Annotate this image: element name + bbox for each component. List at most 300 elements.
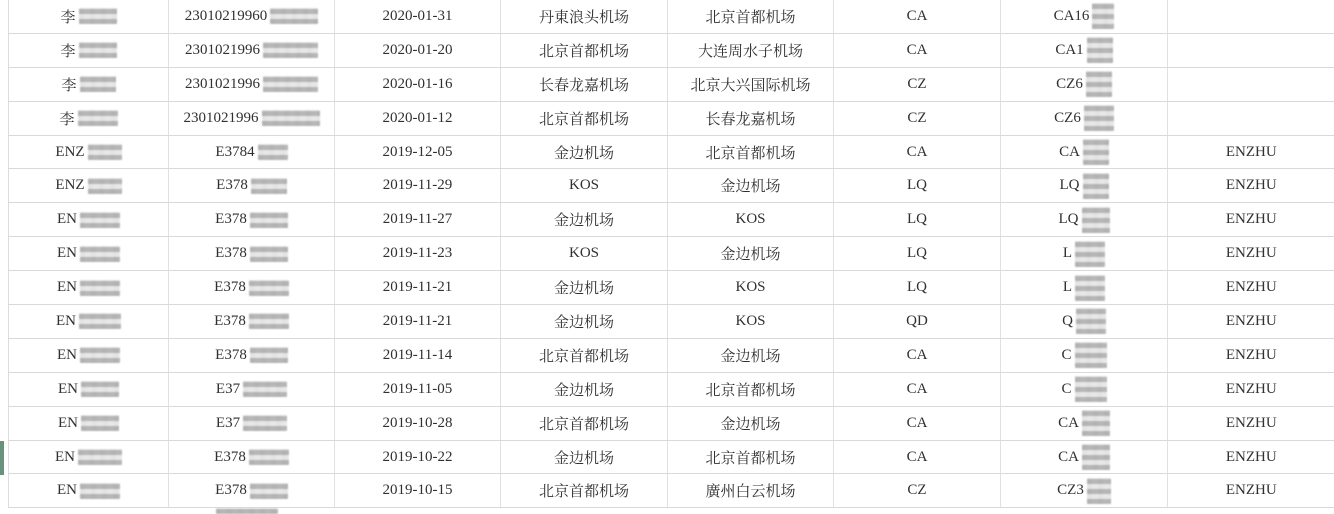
active-row-marker [0,441,4,475]
cell-flight-date-text: 2019-11-21 [382,312,453,329]
cell-passenger-name-text: EN [57,279,77,296]
cell-flight-date[interactable] [335,203,501,237]
cell-departure-airport-text: 北京首都机场 [538,43,629,60]
cell-airline-code-text: LQ [907,211,927,228]
cell-passenger-name[interactable] [9,135,169,169]
cell-flight-date[interactable] [335,237,501,271]
redacted-blur [81,381,119,397]
cell-flight-number[interactable] [1001,305,1168,339]
cell-passenger-pinyin-text: ENZHU [1225,312,1277,329]
cell-flight-number[interactable] [1001,101,1168,135]
cell-airline-code[interactable] [834,372,1001,406]
table-row [9,372,1334,406]
cell-id-number-text: E3784 [215,143,255,160]
cell-passenger-name[interactable] [9,338,169,372]
table-row [9,305,1334,339]
cell-passenger-name-text: EN [56,312,76,329]
cell-airline-code-text: CA [906,346,928,363]
cell-passenger-name[interactable] [9,203,169,237]
table-row [9,67,1334,101]
redacted-blur [216,508,278,514]
cell-arrival-airport[interactable] [668,67,834,101]
table-row [9,474,1334,508]
cell-flight-date[interactable] [335,305,501,339]
cell-flight-date[interactable] [335,0,501,33]
flight-table-body [9,0,1334,508]
cell-flight-date[interactable] [335,135,501,169]
cell-passenger-pinyin-text: ENZHU [1225,143,1277,160]
cell-flight-number-text: L [1062,245,1073,262]
cell-airline-code[interactable] [834,101,1001,135]
cell-passenger-pinyin[interactable] [1168,406,1334,440]
cell-passenger-pinyin[interactable] [1168,305,1334,339]
cell-flight-number-text: CZ3 [1057,482,1084,499]
redacted-blur [1076,308,1106,334]
redacted-blur [263,76,318,92]
cell-id-number-text: E37 [215,414,241,431]
cell-passenger-name[interactable] [9,305,169,339]
cell-airline-code[interactable] [834,440,1001,474]
cell-arrival-airport[interactable] [668,338,834,372]
cell-id-number[interactable] [169,440,335,474]
cell-flight-number[interactable] [1001,406,1168,440]
cell-departure-airport[interactable] [501,203,668,237]
cell-departure-airport-text: KOS [568,177,599,194]
cell-arrival-airport[interactable] [668,440,834,474]
cell-flight-date-text: 2020-01-31 [382,7,453,24]
cell-flight-number-text: C [1061,380,1072,397]
cell-passenger-name[interactable] [9,440,169,474]
cell-passenger-name[interactable] [9,101,169,135]
cell-arrival-airport-text: 金边机场 [720,247,781,264]
cell-id-number[interactable] [169,135,335,169]
cell-id-number[interactable] [169,338,335,372]
redacted-blur [263,42,318,58]
cell-passenger-name-text: EN [55,448,75,465]
cell-flight-number-text: C [1061,346,1072,363]
cell-arrival-airport-text: 金边机场 [720,416,781,433]
cell-id-number[interactable] [169,237,335,271]
cell-id-number-text: E378 [214,279,246,296]
redacted-blur [88,178,122,194]
cell-passenger-pinyin-text: ENZHU [1225,346,1277,363]
cell-airline-code-text: CA [906,7,928,24]
cell-passenger-name-text: 李 [59,111,75,128]
cell-passenger-name-text: EN [57,211,77,228]
redacted-blur [1075,342,1107,368]
cell-departure-airport-text: 金边机场 [553,145,614,162]
cell-id-number[interactable] [169,33,335,67]
cell-arrival-airport[interactable] [668,237,834,271]
cell-passenger-pinyin-text: ENZHU [1225,211,1277,228]
table-row [9,169,1334,203]
cell-airline-code-text: CA [906,41,928,58]
redacted-blur [258,144,288,160]
cell-arrival-airport-text: 北京大兴国际机场 [690,77,811,94]
cell-passenger-pinyin-text: ENZHU [1225,279,1277,296]
cell-arrival-airport[interactable] [668,372,834,406]
cell-departure-airport-text: 金边机场 [553,314,614,331]
table-row [9,440,1334,474]
cell-arrival-airport[interactable] [668,305,834,339]
cell-passenger-name-text: 李 [61,77,77,94]
redacted-blur [1087,478,1111,504]
cell-flight-number-text: CA [1058,414,1079,431]
cell-passenger-name-text: EN [57,245,77,262]
cell-id-number[interactable] [169,406,335,440]
cell-passenger-name-text: 李 [60,43,76,60]
cell-departure-airport-text: 北京首都机场 [538,111,629,128]
cell-id-number[interactable] [169,271,335,305]
cell-flight-number-text: CZ6 [1054,109,1081,126]
cell-flight-number-text: CZ6 [1056,75,1083,92]
redacted-blur [243,415,287,431]
cell-passenger-pinyin[interactable] [1168,440,1334,474]
cell-id-number-text: E378 [215,346,247,363]
cell-passenger-pinyin[interactable] [1168,0,1334,33]
cell-departure-airport[interactable] [501,406,668,440]
redacted-blur [1082,410,1110,436]
cell-passenger-name[interactable] [9,271,169,305]
table-row [9,406,1334,440]
cell-passenger-name-text: EN [58,414,78,431]
cell-id-number-text: E378 [214,312,246,329]
cell-airline-code[interactable] [834,474,1001,508]
cell-passenger-pinyin[interactable] [1168,169,1334,203]
cell-id-number-text: E378 [215,482,247,499]
cell-departure-airport-text: 北京首都机场 [538,348,629,365]
cell-arrival-airport[interactable] [668,33,834,67]
cell-departure-airport[interactable] [501,169,668,203]
cell-passenger-pinyin[interactable] [1168,67,1334,101]
cell-passenger-pinyin[interactable] [1168,372,1334,406]
cell-passenger-name-text: 李 [60,9,76,26]
cell-arrival-airport[interactable] [668,135,834,169]
cell-departure-airport[interactable] [501,440,668,474]
cell-id-number-text: E378 [215,211,247,228]
cell-id-number-text: E378 [215,245,247,262]
redacted-blur [270,8,318,24]
redacted-blur [80,347,120,363]
cell-airline-code[interactable] [834,0,1001,33]
cell-flight-number[interactable] [1001,372,1168,406]
cell-passenger-name[interactable] [9,33,169,67]
cell-flight-number-text: L [1062,279,1073,296]
cell-flight-number[interactable] [1001,135,1168,169]
cell-flight-date[interactable] [335,406,501,440]
cell-id-number[interactable] [169,101,335,135]
cell-flight-number[interactable] [1001,474,1168,508]
cell-flight-number-text: LQ [1058,211,1079,228]
redacted-blur [251,178,287,194]
cell-airline-code[interactable] [834,406,1001,440]
cell-departure-airport[interactable] [501,372,668,406]
cell-airline-code[interactable] [834,135,1001,169]
cell-arrival-airport-text: 北京首都机场 [705,145,796,162]
cell-passenger-pinyin[interactable] [1168,271,1334,305]
cell-airline-code[interactable] [834,271,1001,305]
cell-passenger-name[interactable] [9,474,169,508]
cell-arrival-airport-text: 长春龙嘉机场 [705,111,796,128]
redacted-blur [262,110,320,126]
cell-arrival-airport[interactable] [668,169,834,203]
cell-flight-date[interactable] [335,67,501,101]
cell-id-number[interactable] [169,305,335,339]
cell-passenger-name-text: EN [57,482,77,499]
redacted-blur [80,76,116,92]
cell-passenger-pinyin-text: ENZHU [1225,380,1277,397]
cell-passenger-name[interactable] [9,169,169,203]
cell-departure-airport[interactable] [501,474,668,508]
cell-passenger-name[interactable] [9,67,169,101]
cell-airline-code-text: CZ [907,75,927,92]
cell-arrival-airport-text: 廣州白云机场 [705,484,796,501]
cell-flight-date-text: 2019-11-21 [382,279,453,296]
cell-departure-airport[interactable] [501,338,668,372]
redacted-blur [80,246,120,262]
cell-flight-date[interactable] [335,101,501,135]
cell-passenger-pinyin-text: ENZHU [1225,177,1277,194]
cell-passenger-pinyin[interactable] [1168,338,1334,372]
cell-id-number-text: E378 [216,177,248,194]
redacted-blur [250,347,288,363]
redacted-blur [1084,105,1114,131]
cell-id-number[interactable] [169,474,335,508]
redacted-blur [81,415,119,431]
cell-arrival-airport-text: KOS [735,279,766,296]
redacted-blur [1086,71,1112,97]
cell-airline-code-text: LQ [907,245,927,262]
cell-airline-code-text: CA [906,414,928,431]
cell-flight-number[interactable] [1001,169,1168,203]
cell-flight-date[interactable] [335,474,501,508]
cell-departure-airport-text: 北京首都机场 [538,484,629,501]
redacted-blur [249,280,289,296]
redacted-blur [1082,444,1110,470]
redacted-blur [88,144,122,160]
cell-passenger-pinyin-text: ENZHU [1225,448,1277,465]
cell-departure-airport-text: 金边机场 [553,450,614,467]
partial-next-row [8,508,1334,514]
cell-passenger-pinyin[interactable] [1168,101,1334,135]
redacted-blur [79,313,121,329]
cell-airline-code-text: CA [906,143,928,160]
redacted-blur [80,212,120,228]
cell-airline-code[interactable] [834,305,1001,339]
cell-departure-airport-text: 北京首都机场 [538,416,629,433]
cell-id-number[interactable] [169,169,335,203]
cell-passenger-pinyin[interactable] [1168,237,1334,271]
cell-airline-code[interactable] [834,33,1001,67]
cell-flight-date-text: 2019-10-28 [382,414,453,431]
cell-airline-code[interactable] [834,237,1001,271]
cell-passenger-name[interactable] [9,372,169,406]
cell-id-number-text: 2301021996 [183,109,259,126]
cell-flight-date-text: 2019-10-15 [382,482,453,499]
cell-departure-airport[interactable] [501,305,668,339]
cell-departure-airport-text: 丹東浪头机场 [538,9,629,26]
cell-flight-date[interactable] [335,271,501,305]
table-row [9,0,1334,33]
cell-arrival-airport-text: 北京首都机场 [705,382,796,399]
cell-arrival-airport-text: KOS [735,211,766,228]
cell-passenger-name-text: ENZ [55,177,85,194]
cell-id-number[interactable] [169,203,335,237]
cell-arrival-airport[interactable] [668,101,834,135]
redacted-blur [1083,139,1109,165]
cell-passenger-pinyin[interactable] [1168,135,1334,169]
table-row [9,33,1334,67]
cell-flight-number-text: CA16 [1053,7,1090,24]
cell-flight-number[interactable] [1001,338,1168,372]
cell-id-number-text: 23010219960 [184,7,268,24]
cell-airline-code-text: QD [906,312,928,329]
cell-passenger-name-text: EN [57,346,77,363]
cell-arrival-airport-text: 大连周水子机场 [697,43,803,60]
redacted-blur [1075,241,1105,267]
cell-id-number-text: 2301021996 [185,41,260,58]
cell-flight-date-text: 2019-11-05 [382,380,453,397]
cell-passenger-name-text: ENZ [55,143,85,160]
cell-flight-number[interactable] [1001,33,1168,67]
cell-passenger-name[interactable] [9,0,169,33]
cell-departure-airport[interactable] [501,271,668,305]
cell-departure-airport-text: 金边机场 [553,281,614,298]
cell-departure-airport-text: 金边机场 [553,213,614,230]
cell-id-number[interactable] [169,372,335,406]
redacted-blur [1075,376,1107,402]
redacted-blur [78,449,122,465]
table-row [9,101,1334,135]
cell-flight-number[interactable] [1001,203,1168,237]
redacted-blur [243,381,287,397]
cell-flight-number-text: LQ [1059,177,1080,194]
cell-id-number[interactable] [169,0,335,33]
table-row [9,135,1334,169]
redacted-blur [249,313,289,329]
redacted-blur [1092,3,1114,29]
cell-flight-date-text: 2019-11-23 [382,245,453,262]
cell-flight-date-text: 2019-12-05 [382,143,453,160]
cell-flight-number-text: CA [1059,143,1080,160]
redacted-blur [1087,37,1113,63]
redacted-blur [78,110,118,126]
cell-flight-date[interactable] [335,338,501,372]
cell-flight-date-text: 2020-01-16 [382,75,453,92]
cell-flight-date[interactable] [335,169,501,203]
cell-passenger-name-text: EN [58,380,78,397]
cell-departure-airport[interactable] [501,101,668,135]
redacted-blur [249,449,289,465]
redacted-blur [1075,275,1105,301]
cell-departure-airport[interactable] [501,0,668,33]
cell-departure-airport[interactable] [501,135,668,169]
table-row [9,338,1334,372]
cell-flight-date-text: 2019-11-27 [382,211,453,228]
cell-airline-code[interactable] [834,338,1001,372]
redacted-blur [1082,207,1110,233]
cell-airline-code-text: CA [906,448,928,465]
cell-flight-date-text: 2019-11-14 [382,346,453,363]
cell-arrival-airport-text: 北京首都机场 [705,9,796,26]
redacted-blur [250,212,288,228]
cell-airline-code-text: CZ [907,109,927,126]
cell-flight-number[interactable] [1001,67,1168,101]
cell-passenger-pinyin[interactable] [1168,474,1334,508]
cell-departure-airport[interactable] [501,67,668,101]
redacted-blur [250,246,288,262]
cell-flight-date[interactable] [335,440,501,474]
table-row [9,271,1334,305]
cell-arrival-airport[interactable] [668,0,834,33]
cell-departure-airport[interactable] [501,237,668,271]
cell-airline-code[interactable] [834,169,1001,203]
cell-passenger-name[interactable] [9,237,169,271]
cell-airline-code-text: LQ [907,279,927,296]
redacted-blur [250,483,288,499]
redacted-blur [1083,173,1109,199]
cell-flight-date[interactable] [335,372,501,406]
flight-records-table [8,0,1334,508]
cell-airline-code[interactable] [834,203,1001,237]
cell-flight-number[interactable] [1001,0,1168,33]
cell-arrival-airport-text: 金边机场 [720,179,781,196]
cell-arrival-airport[interactable] [668,474,834,508]
cell-departure-airport-text: 长春龙嘉机场 [538,77,629,94]
redacted-blur [80,280,120,296]
cell-airline-code[interactable] [834,67,1001,101]
cell-flight-date-text: 2020-01-12 [382,109,453,126]
cell-passenger-name[interactable] [9,406,169,440]
cell-id-number-text: E37 [215,380,241,397]
cell-passenger-pinyin-text: ENZHU [1225,414,1277,431]
cell-flight-date-text: 2019-11-29 [382,177,453,194]
cell-arrival-airport[interactable] [668,271,834,305]
cell-id-number[interactable] [169,67,335,101]
redacted-blur [80,483,120,499]
redacted-blur [79,42,117,58]
table-row [9,203,1334,237]
cell-flight-number-text: Q [1062,312,1073,329]
cell-departure-airport-text: 金边机场 [553,382,614,399]
cell-passenger-pinyin[interactable] [1168,33,1334,67]
cell-flight-number[interactable] [1001,237,1168,271]
cell-airline-code-text: CZ [907,482,927,499]
cell-flight-number[interactable] [1001,271,1168,305]
cell-passenger-pinyin-text: ENZHU [1225,245,1277,262]
cell-flight-number-text: CA [1058,448,1079,465]
cell-flight-number-text: CA1 [1055,41,1084,58]
cell-arrival-airport[interactable] [668,203,834,237]
redacted-blur [79,8,117,24]
cell-id-number-text: E378 [214,448,246,465]
cell-passenger-pinyin-text: ENZHU [1225,482,1277,499]
cell-arrival-airport[interactable] [668,406,834,440]
cell-passenger-pinyin[interactable] [1168,203,1334,237]
cell-departure-airport-text: KOS [568,245,599,262]
cell-flight-date-text: 2020-01-20 [382,41,453,58]
cell-arrival-airport-text: 金边机场 [720,348,781,365]
cell-airline-code-text: LQ [907,177,927,194]
cell-flight-number[interactable] [1001,440,1168,474]
cell-departure-airport[interactable] [501,33,668,67]
cell-flight-date[interactable] [335,33,501,67]
cell-airline-code-text: CA [906,380,928,397]
table-row [9,237,1334,271]
cell-arrival-airport-text: 北京首都机场 [705,450,796,467]
cell-id-number-text: 2301021996 [185,75,260,92]
cell-flight-date-text: 2019-10-22 [382,448,453,465]
